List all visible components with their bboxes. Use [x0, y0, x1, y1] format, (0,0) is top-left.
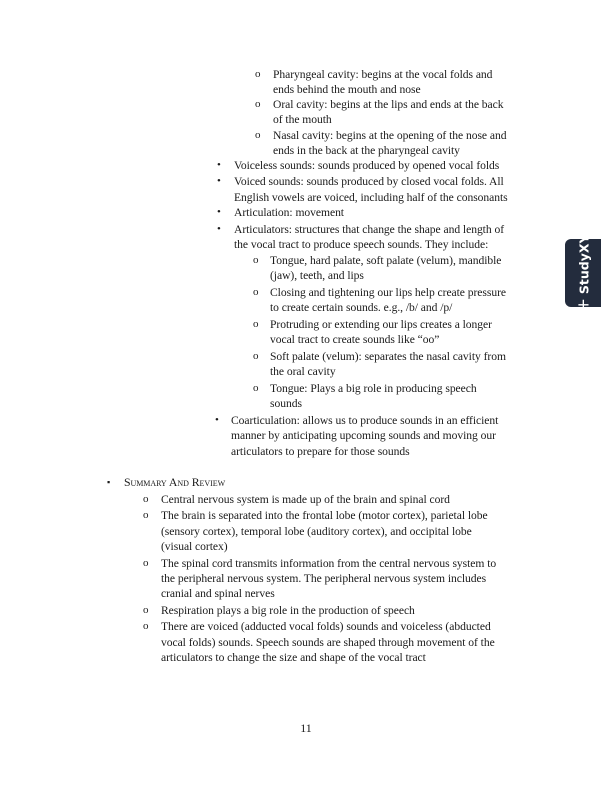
text-line: There are voiced (adducted vocal folds) sounds and voiceless (abducted [161, 620, 491, 633]
text-line: Protruding or extending our lips creates a longer [270, 318, 492, 331]
text-line: the vocal tract to produce speech sounds. They include: [234, 238, 489, 251]
circle-bullet: o [143, 493, 149, 505]
text-line: Tongue, hard palate, soft palate (velum), mandible [270, 254, 502, 267]
text-line: of the mouth [273, 113, 332, 126]
text-line: Respiration plays a big role in the production of speech [161, 604, 415, 617]
circle-bullet: o [253, 350, 259, 362]
text-line: Closing and tightening our lips help create pressure [270, 286, 506, 299]
studyxy-logo [574, 234, 593, 311]
circle-bullet: o [143, 604, 149, 616]
studyxy-logo-tab[interactable] [565, 234, 601, 312]
text-line: to create certain sounds. e.g., /b/ and /p/ [270, 301, 453, 314]
text-line: Voiced sounds: sounds produced by closed vocal folds. All [234, 175, 504, 188]
text-line: (sensory cortex), temporal lobe (auditory cortex), and occipital lobe [161, 525, 472, 538]
circle-bullet: o [255, 68, 261, 80]
text-line: cranial and spinal nerves [161, 587, 275, 600]
text-line: The spinal cord transmits information from the central nervous system to [161, 557, 497, 570]
text-line: Voiceless sounds: sounds produced by opened vocal folds [234, 159, 500, 172]
text-line: Soft palate (velum): separates the nasal cavity from [270, 350, 506, 363]
text-line: (visual cortex) [161, 540, 228, 553]
text-line: Articulation: movement [234, 206, 344, 219]
text-line: English vowels are voiced, including half of the consonants [234, 191, 508, 204]
dot-bullet: • [215, 414, 219, 426]
text-line: Oral cavity: begins at the lips and ends at the back [273, 98, 504, 111]
circle-bullet: o [143, 557, 149, 569]
text-line: The brain is separated into the frontal lobe (motor cortex), parietal lobe [161, 509, 488, 522]
text-line: the oral cavity [270, 365, 336, 378]
text-line: Tongue: Plays a big role in producing speech [270, 382, 477, 395]
text-line: Articulators: structures that change the shape and length of [234, 223, 505, 236]
text-line: Nasal cavity: begins at the opening of the nose and [273, 129, 507, 142]
circle-bullet: o [253, 286, 259, 298]
dot-bullet: • [217, 175, 221, 187]
text-line: (jaw), teeth, and lips [270, 269, 364, 282]
text-line: manner by anticipating upcoming sounds and moving our [231, 429, 496, 442]
text-line: articulators to change the size and shape of the vocal tract [161, 651, 426, 664]
text-line: ends behind the mouth and nose [273, 83, 421, 96]
circle-bullet: o [255, 129, 261, 141]
dot-bullet: • [217, 159, 221, 171]
plus-icon: + [573, 298, 593, 312]
circle-bullet: o [253, 254, 259, 266]
page-number: 11 [300, 721, 312, 735]
circle-bullet: o [253, 382, 259, 394]
text-line: Pharyngeal cavity: begins at the vocal folds and [273, 68, 493, 81]
text-line: the peripheral nervous system. The peripheral nervous system includes [161, 572, 487, 585]
text-line: vocal tract to create sounds like “oo” [270, 333, 440, 346]
dot-bullet: • [217, 223, 221, 235]
circle-bullet: o [255, 98, 261, 110]
text-line: Central nervous system is made up of the brain and spinal cord [161, 493, 450, 506]
text-line: ends in the back at the pharyngeal cavity [273, 144, 460, 157]
square-bullet: ▪ [107, 477, 111, 487]
text-line: Coarticulation: allows us to produce sounds in an efficient [231, 414, 499, 427]
section-heading: Summary And Review [124, 475, 226, 489]
text-line: articulators to prepare for those sounds [231, 445, 410, 458]
circle-bullet: o [143, 509, 149, 521]
circle-bullet: o [253, 318, 259, 330]
text-line: vocal folds) sounds. Speech sounds are shaped through movement of the [161, 636, 495, 649]
logo-text: StudyXY [576, 234, 592, 295]
circle-bullet: o [143, 620, 149, 632]
text-line: sounds [270, 397, 302, 410]
dot-bullet: • [217, 206, 221, 218]
